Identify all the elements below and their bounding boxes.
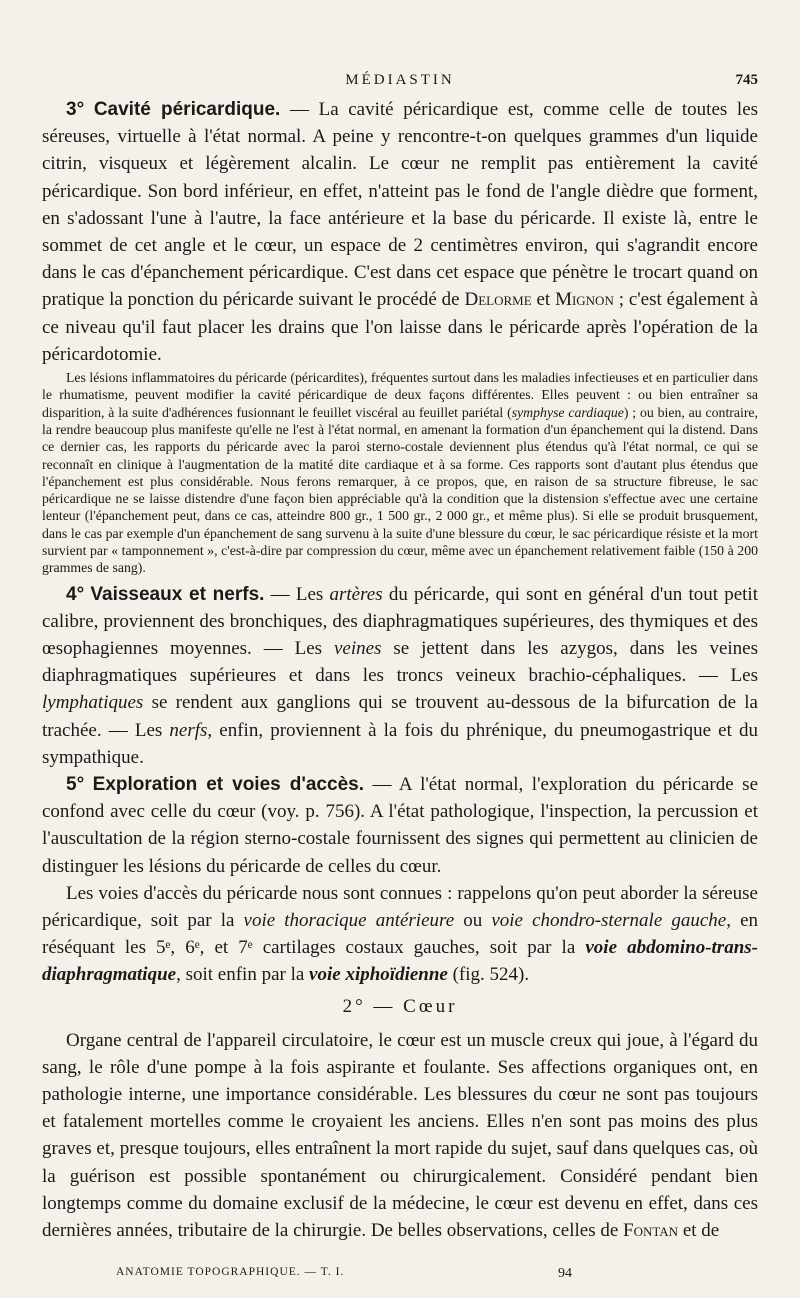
section-number: 5° bbox=[66, 774, 85, 796]
section-exploration bbox=[42, 771, 758, 880]
paragraph-text: Les voies d'accès du péricarde nous sont connues : rappelons qu'on peut aborder la séreuse péricardique, soit par la bbox=[42, 882, 758, 932]
paragraph-text: et bbox=[531, 289, 556, 311]
paragraph-text: — A l'état normal, l'exploration du péricarde se confond avec celle du cœur (voy. p. 756). A l'état pathologique, l'inspection, la percussion et l'auscultation de la région sterno-costale fournissent des signes qui permettent au clinicien de distinguer les lésions du péricarde de celles du cœur. bbox=[42, 774, 759, 877]
italic-term: voie chondro-sternale gauche bbox=[491, 910, 727, 932]
section-vaisseaux-et-nerfs bbox=[42, 581, 758, 771]
italic-term: artères bbox=[329, 583, 383, 605]
paragraph-coeur-intro bbox=[42, 1027, 758, 1245]
paragraph-text: du péricarde, qui sont en général d'un tout petit calibre, proviennent des bronchiques, des diaphragmatiques supérieures, des thymiques et des œsophagiennes moyennes. — Les bbox=[42, 583, 758, 659]
page-footer bbox=[0, 1266, 800, 1284]
paragraph-text: , en réséquant les 5ᵉ, 6ᵉ, et 7ᵉ cartilages costaux gauches, soit par la bbox=[42, 910, 759, 959]
bold-italic-term: voie abdomino-trans-diaphragmatique bbox=[42, 937, 758, 986]
paragraph-text: se jettent dans les azygos, dans les veines diaphragmatiques supérieures et dans les troncs veineux brachio-céphaliques. — Les bbox=[42, 638, 758, 687]
italic-term: nerfs bbox=[169, 719, 208, 741]
section-number: 4° bbox=[66, 583, 85, 605]
chapter-title: 2° — Cœur bbox=[342, 995, 458, 1017]
paragraph-text: , soit enfin par la bbox=[176, 964, 310, 986]
author-name: Fontan bbox=[623, 1220, 679, 1242]
italic-term: veines bbox=[333, 638, 382, 659]
running-title: MÉDIASTIN bbox=[345, 72, 455, 88]
section-cavite-pericardique bbox=[42, 96, 758, 368]
paragraph-text: Organe central de l'appareil circulatoire, le cœur est un muscle creux qui joue, à l'égard du sang, le rôle d'une pompe à la fois aspirante et foulante. Ses affections organiques ont, en pathologie interne, une importance considérable. Les blessures du cœur ne sont pas toujours et fatalement mortelles comme le croyaient les anciens. Elles n'en sont pas moins des plus graves et, presque toujours, elles entraînent la mort rapide du sujet, sauf dans quelques cas, où la guérison est possible spontanément ou chirurgicalement. Considéré pendant bien longtemps comme du domaine exclusif de la médecine, le cœur est devenu en effet, dans ces dernières années, tributaire de la chirurgie. De belles observations, celles de bbox=[42, 1029, 758, 1242]
paragraph-text: ou bbox=[454, 910, 492, 932]
page-body bbox=[42, 96, 758, 1244]
section-heading: Exploration et voies d'accès. bbox=[92, 774, 364, 796]
signature-mark: 94 bbox=[558, 1266, 572, 1281]
italic-term: lymphatiques bbox=[42, 692, 144, 714]
author-name: Delorme bbox=[464, 289, 532, 311]
section-number: 3° bbox=[66, 99, 85, 120]
paragraph-text: — Les bbox=[264, 583, 330, 605]
running-head bbox=[0, 72, 800, 94]
paragraph-voies-d-acces bbox=[42, 880, 758, 989]
section-heading: Vaisseaux et nerfs. bbox=[90, 583, 265, 605]
bold-italic-term: voie xiphoïdienne bbox=[309, 964, 448, 986]
section-heading: Cavité péricardique. bbox=[93, 99, 281, 120]
paragraph-text: se rendent aux ganglions qui se trouvent au-dessous de la bifurcation de la trachée. — Les bbox=[42, 692, 758, 741]
page-number: 745 bbox=[735, 72, 758, 88]
note-pericardites bbox=[42, 369, 758, 577]
paragraph-text: (fig. 524). bbox=[447, 964, 530, 986]
paragraph-text: , enfin, proviennent à la fois du phrénique, du pneumogastrique et du sympathique. bbox=[42, 719, 758, 768]
author-name: Mignon bbox=[555, 289, 614, 311]
note-text: Les lésions inflammatoires du péricarde (péricardites), fréquentes surtout dans les maladies infectieuses et en particulier dans le rhumatisme, peuvent modifier la cavité péricardique de deux façons différentes. Elles peuvent : ou bien entraîner sa disparition, à la suite d'adhérences fusionnant le feuillet viscéral au feuillet pariétal ( bbox=[42, 370, 758, 420]
paragraph-text: ; c'est également à ce niveau qu'il faut placer les drains que l'on laisse dans le péricarde après l'opération de la péricardotomie. bbox=[42, 289, 758, 365]
footer-book-title: ANATOMIE TOPOGRAPHIQUE. — T. I. bbox=[116, 1266, 345, 1278]
note-text: ) ; ou bien, au contraire, la rendre beaucoup plus manifeste qu'elle ne l'est à l'état normal, en amenant la formation d'un épanchement qui la distend. Dans ce dernier cas, les rapports du péricarde avec la paroi sterno-costale deviennent plus étendus qu'à l'état normal, ce qui se reconnaît en clinique à l'augmentation de la matité dite cardiaque et à sa forme. Ces rapports sont d'autant plus étendus que l'épanchement est plus considérable. Nous ferons remarquer, à ce propos, que, en raison de sa structure fibreuse, le sac péricardique ne se laisse distendre d'une façon bien appréciable qu'à la condition que la distension s'effectue avec une certaine lenteur (l'épanchement peut, dans ce cas, atteindre 800 gr., 1 500 gr., 2 000 gr., et même plus). Si elle se produit brusquement, dans le cas par exemple d'un épanchement de sang survenu à la suite d'une blessure du cœur, le sac péricardique résiste et la mort survient par « tamponnement », c'est-à-dire par compression du cœur, même avec un épanchement relativement faible (150 à 200 grammes de sang). bbox=[42, 404, 759, 576]
paragraph-text: — La cavité péricardique est, comme celle de toutes les séreuses, virtuelle à l'état normal. A peine y rencontre-t-on quelques grammes d'un liquide citrin, visqueux et légèrement alcalin. Le cœur ne remplit pas entièrement la cavité péricardique. Son bord inférieur, en effet, n'atteint pas le fond de l'angle dièdre que forment, en s'adossant l'une à l'autre, la face antérieure et la base du péricarde. Il existe là, entre le sommet de cet angle et le cœur, un espace de 2 centimètres environ, qui s'agrandit encore dans le cas d'épanchement péricardique. C'est dans cet espace que pénètre le trocart quand on pratique la ponction du péricarde suivant le procédé de bbox=[42, 99, 759, 311]
italic-term: symphyse cardiaque bbox=[511, 404, 624, 420]
paragraph-text: et de bbox=[678, 1220, 720, 1242]
italic-term: voie thoracique antérieure bbox=[243, 910, 455, 932]
